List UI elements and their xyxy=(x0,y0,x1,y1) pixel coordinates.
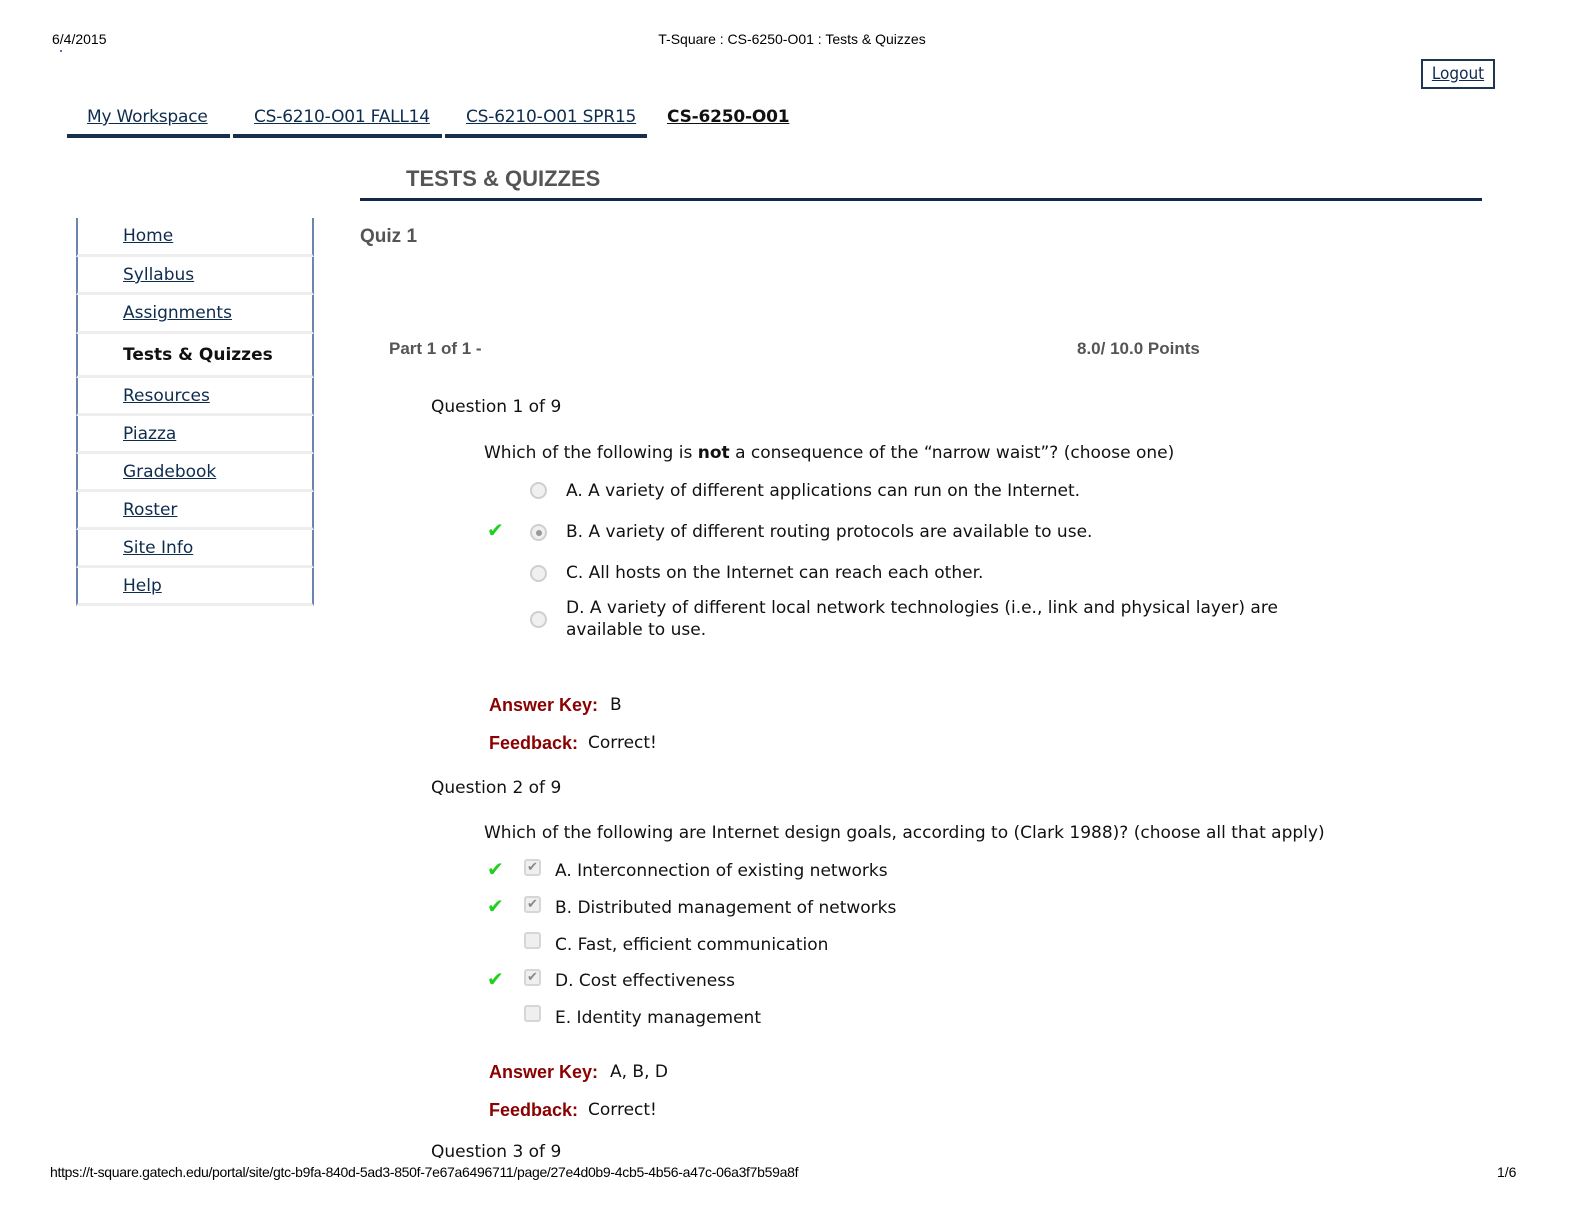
title-divider xyxy=(360,198,1482,201)
tool-title: TESTS & QUIZZES xyxy=(406,166,601,191)
option-label: D. A variety of different local network technologies (i.e., link and physical layer) are available to use. xyxy=(566,598,1278,640)
print-date: 6/4/2015 xyxy=(52,31,107,47)
decorative-dot xyxy=(60,50,62,52)
correct-check-icon: ✔ xyxy=(487,894,504,918)
print-footer-url: https://t-square.gatech.edu/portal/site/gtc-b9fa-840d-5ad3-850f-7e67a6496711/page/27e4d0b9-4cb5-4b56-a47c-06a3f7b59a8f xyxy=(50,1164,799,1180)
correct-check-icon: ✔ xyxy=(487,857,504,881)
option-label: A. A variety of different applications can run on the Internet. xyxy=(566,481,1081,501)
feedback-value: Correct! xyxy=(588,733,657,753)
logout-button[interactable]: Logout xyxy=(1421,59,1495,89)
sidebar-item-syllabus[interactable] xyxy=(76,257,314,295)
tool-sidebar xyxy=(76,218,314,606)
answer-key-value: A, B, D xyxy=(610,1062,668,1082)
print-page-number: 1/6 xyxy=(1497,1164,1517,1180)
checkbox-option-b-checked[interactable]: ✔ xyxy=(524,896,541,913)
correct-check-icon: ✔ xyxy=(487,518,504,542)
score-points: 8.0/ 10.0 Points xyxy=(1077,339,1200,358)
tab-underline xyxy=(67,134,230,138)
radio-option-c[interactable] xyxy=(530,565,547,582)
option-label: E. Identity management xyxy=(555,1008,761,1028)
sidebar-item-roster[interactable] xyxy=(76,492,314,530)
sidebar-item-help[interactable] xyxy=(76,568,314,606)
sidebar-item-piazza[interactable] xyxy=(76,416,314,454)
checkbox-option-a-checked[interactable]: ✔ xyxy=(524,859,541,876)
checkbox-option-d-checked[interactable]: ✔ xyxy=(524,969,541,986)
sidebar-item-tests-quizzes[interactable] xyxy=(76,334,314,378)
feedback-label: Feedback: xyxy=(489,1100,579,1120)
answer-key-label: Answer Key: xyxy=(489,695,599,715)
correct-check-icon: ✔ xyxy=(487,967,504,991)
question-text xyxy=(484,443,1174,463)
feedback-value: Correct! xyxy=(588,1100,657,1120)
sidebar-item-label: Home xyxy=(123,226,174,246)
tab-underline xyxy=(445,134,647,138)
quiz-title: Quiz 1 xyxy=(360,226,418,247)
option-label: C. All hosts on the Internet can reach each other. xyxy=(566,563,984,583)
sidebar-item-label: Tests & Quizzes xyxy=(123,345,273,365)
tab-underline xyxy=(233,134,442,138)
question-text-emphasis: not xyxy=(697,443,730,463)
checkbox-option-e[interactable] xyxy=(524,1005,541,1022)
print-page-title: T-Square : CS-6250-O01 : Tests & Quizzes xyxy=(658,31,926,47)
option-label: C. Fast, efficient communication xyxy=(555,935,829,955)
sidebar-item-label: Syllabus xyxy=(123,265,195,285)
radio-option-d[interactable] xyxy=(530,611,547,628)
sidebar-item-label: Gradebook xyxy=(123,462,217,482)
sidebar-item-label: Roster xyxy=(123,500,178,520)
feedback-label: Feedback: xyxy=(489,733,579,753)
question-number: Question 1 of 9 xyxy=(431,397,562,417)
question-number: Question 3 of 9 xyxy=(431,1142,562,1158)
question-text-part: Which of the following is xyxy=(484,443,698,463)
answer-key-value: B xyxy=(610,695,622,715)
question-text: Which of the following are Internet design goals, according to (Clark 1988)? (choose all that apply) xyxy=(484,823,1325,843)
sidebar-item-label: Assignments xyxy=(123,303,232,323)
option-label: D. Cost effectiveness xyxy=(555,971,735,991)
sidebar-item-resources[interactable] xyxy=(76,378,314,416)
sidebar-item-assignments[interactable] xyxy=(76,295,314,334)
sidebar-item-site-info[interactable] xyxy=(76,530,314,568)
part-label: Part 1 of 1 - xyxy=(389,339,482,358)
option-label: B. Distributed management of networks xyxy=(555,898,897,918)
answer-key-label: Answer Key: xyxy=(489,1062,599,1082)
option-label: B. A variety of different routing protocols are available to use. xyxy=(566,522,1093,542)
sidebar-item-label: Piazza xyxy=(123,424,177,444)
radio-option-b-selected[interactable] xyxy=(530,524,547,541)
site-tab-my-workspace[interactable]: My Workspace xyxy=(87,107,208,127)
sidebar-item-label: Site Info xyxy=(123,538,194,558)
sidebar-item-label: Resources xyxy=(123,386,210,406)
sidebar-item-gradebook[interactable] xyxy=(76,454,314,492)
question-text-part: a consequence of the “narrow waist”? (choose one) xyxy=(729,443,1175,463)
option-label: A. Interconnection of existing networks xyxy=(555,861,888,881)
site-tab-cs6250[interactable]: CS-6250-O01 xyxy=(667,107,790,127)
question-number: Question 2 of 9 xyxy=(431,778,562,798)
site-tab-cs6210-fall14[interactable]: CS-6210-O01 FALL14 xyxy=(254,107,430,127)
radio-option-a[interactable] xyxy=(530,482,547,499)
sidebar-item-label: Help xyxy=(123,576,162,596)
checkbox-option-c[interactable] xyxy=(524,932,541,949)
sidebar-item-home[interactable] xyxy=(76,218,314,257)
site-tab-cs6210-spr15[interactable]: CS-6210-O01 SPR15 xyxy=(466,107,637,127)
